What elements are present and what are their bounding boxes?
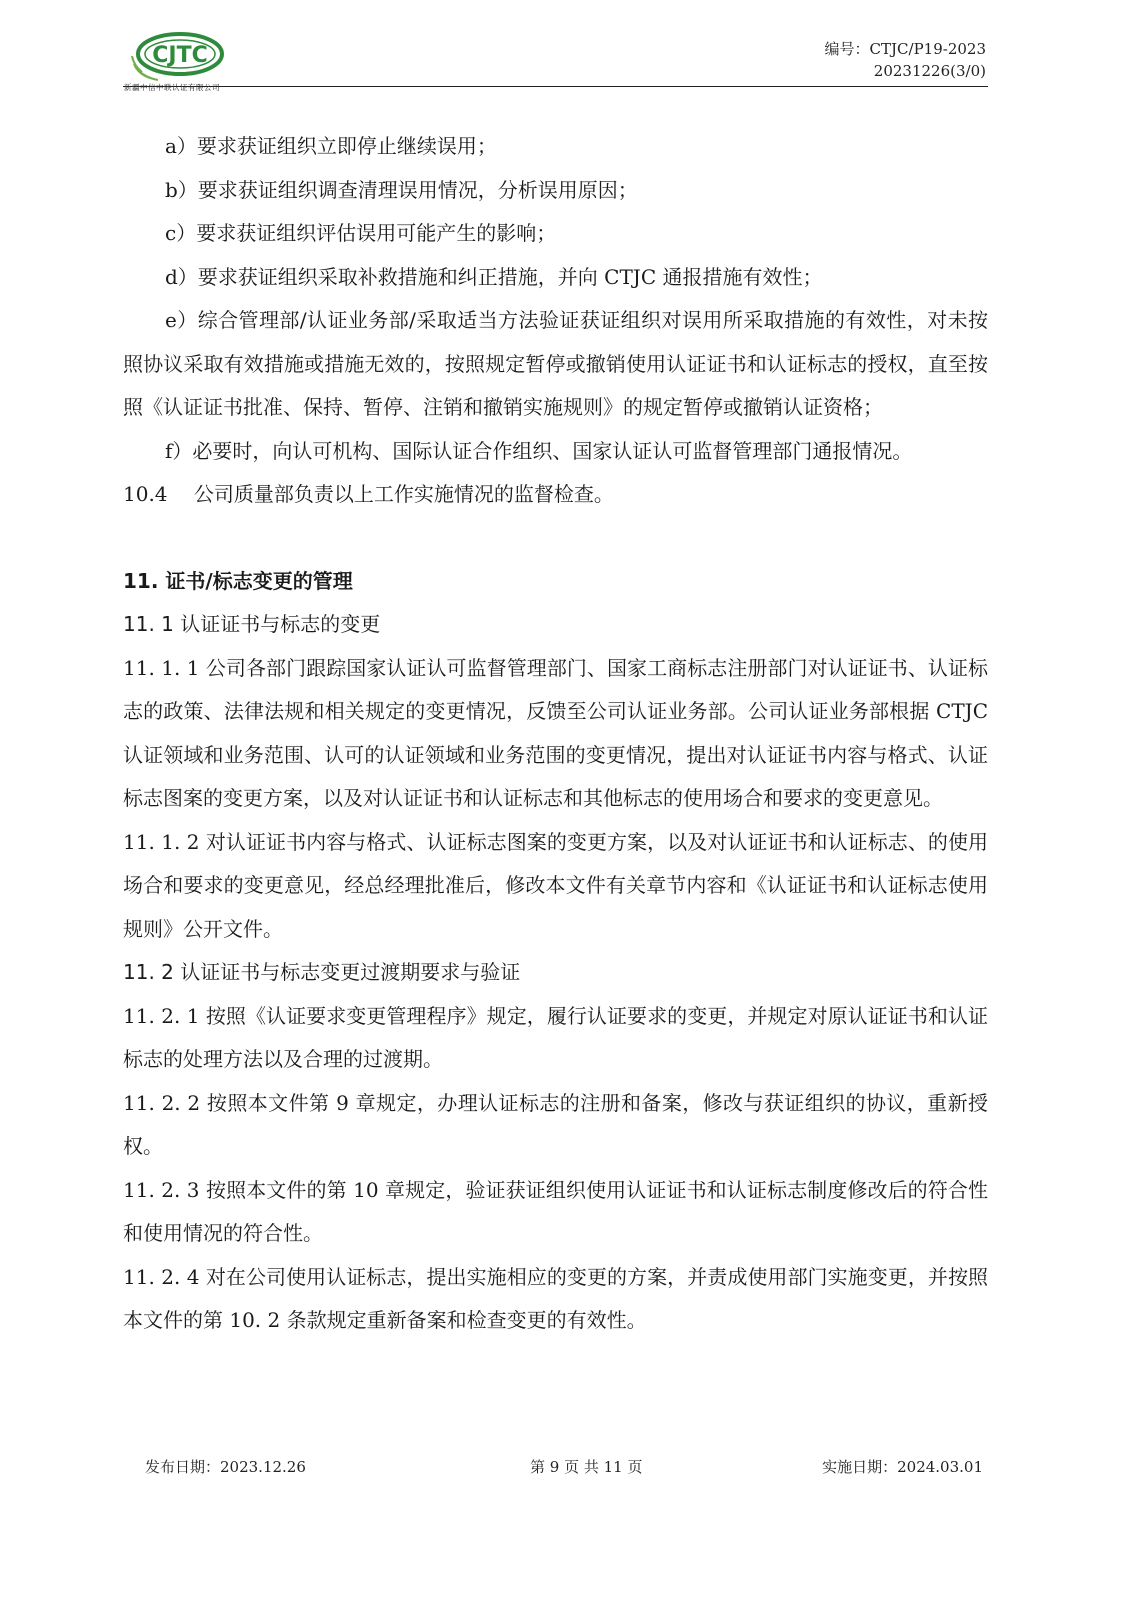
subsection-heading-11-1: 11. 1 认证证书与标志的变更	[123, 612, 381, 636]
logo-text: CJTC	[152, 43, 208, 68]
list-item-c: c）要求获证组织评估误用可能产生的影响；	[165, 221, 557, 245]
document-body	[123, 125, 988, 1343]
subsection-heading-11-2: 11. 2 认证证书与标志变更过渡期要求与验证	[123, 960, 521, 984]
effective-date: 实施日期：2024.03.01	[822, 1458, 983, 1476]
clause-11-1-1: 11. 1. 1 公司各部门跟踪国家认证认可监督管理部门、国家工商标志注册部门对认证证书、认证标志的政策、法律法规和相关规定的变更情况，反馈至公司认证业务部。公司认证业务部根据 CTJC 认证领域和业务范围、认可的认证领域和业务范围的变更情况，提出对认证证书内容与格式、认证标志图案的变更方案，以及对认证证书和认证标志和其他标志的使用场合和要求的变更意见。	[123, 655, 988, 810]
doc-number-block	[825, 38, 986, 82]
clause-10-4: 10.4 公司质量部负责以上工作实施情况的监督检查。	[123, 482, 614, 506]
list-item-d: d）要求获证组织采取补救措施和纠正措施，并向 CTJC 通报措施有效性；	[165, 264, 823, 289]
org-name: 新疆中信中联认证有限公司	[124, 83, 220, 92]
list-item-e: e）综合管理部/认证业务部/采取适当方法验证获证组织对误用所采取措施的有效性，对未按照协议采取有效措施或措施无效的，按照规定暂停或撤销使用认证证书和认证标志的授权，直至按照《认证证书批准、保持、暂停、注销和撤销实施规则》的规定暂停或撤销认证资格；	[123, 308, 988, 419]
list-item-a: a）要求获证组织立即停止继续误用；	[165, 134, 497, 158]
list-item-f: f）必要时，向认可机构、国际认证合作组织、国家认证认可监督管理部门通报情况。	[165, 438, 913, 463]
clause-11-1-2: 11. 1. 2 对认证证书内容与格式、认证标志图案的变更方案，以及对认证证书和认证标志、的使用场合和要求的变更意见，经总经理批准后，修改本文件有关章节内容和《认证证书和认证标志使用规则》公开文件。	[123, 829, 988, 941]
list-item-b: b）要求获证组织调查清理误用情况，分析误用原因；	[165, 177, 638, 202]
header-divider	[123, 86, 988, 87]
page-footer	[0, 1456, 1131, 1480]
clause-11-2-1: 11. 2. 1 按照《认证要求变更管理程序》规定，履行认证要求的变更，并规定对原认证证书和认证标志的处理方法以及合理的过渡期。	[123, 1003, 988, 1071]
clause-11-2-2: 11. 2. 2 按照本文件第 9 章规定，办理认证标志的注册和备案，修改与获证组织的协议，重新授权。	[123, 1090, 988, 1158]
section-heading-11: 11. 证书/标志变更的管理	[123, 568, 353, 593]
doc-number: 编号：CTJC/P19-2023	[824, 40, 986, 58]
doc-version: 20231226(3/0)	[873, 62, 986, 80]
clause-11-2-3: 11. 2. 3 按照本文件的第 10 章规定，验证获证组织使用认证证书和认证标志制度修改后的符合性和使用情况的符合性。	[123, 1177, 988, 1245]
clause-11-2-4: 11. 2. 4 对在公司使用认证标志，提出实施相应的变更的方案，并责成使用部门实施变更，并按照本文件的第 10. 2 条款规定重新备案和检查变更的有效性。	[123, 1264, 988, 1332]
issue-date: 发布日期：2023.12.26	[145, 1458, 306, 1476]
page-number: 第 9 页 共 11 页	[530, 1458, 643, 1476]
